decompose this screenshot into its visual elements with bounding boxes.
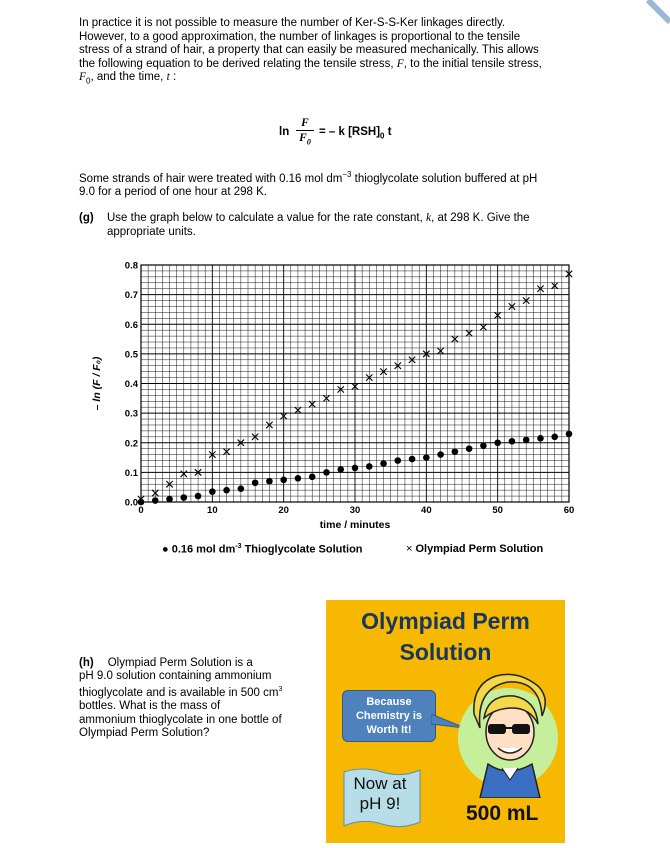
y-tick-label: 0.6 xyxy=(124,319,138,331)
data-point-thioglycolate xyxy=(280,476,287,483)
intro-text: : xyxy=(169,71,177,84)
data-point-thioglycolate xyxy=(523,436,530,443)
legend-label-olympiad: Olympiad Perm Solution xyxy=(415,543,544,555)
question-g-line-2: appropriate units. xyxy=(107,225,196,238)
treatment-text: Some strands of hair were treated with 0.16 mol dm xyxy=(79,172,343,185)
data-point-thioglycolate xyxy=(537,435,544,442)
legend-label-thioglycolate: 0.16 mol dm xyxy=(171,543,236,556)
data-point-thioglycolate xyxy=(352,465,359,472)
bubble-line-2: Chemistry is xyxy=(355,710,423,722)
y-tick-label: 0.0 xyxy=(124,497,138,509)
intro-line-2: However, to a good approximation, the number of linkages is proportional to the tensile xyxy=(79,30,521,43)
data-point-thioglycolate xyxy=(295,475,302,482)
y-tick-label: 0.5 xyxy=(124,349,138,361)
equation-numerator: F xyxy=(301,117,309,129)
advert-title-line-1: Olympiad Perm xyxy=(361,608,530,634)
legend-superscript: -3 xyxy=(235,543,242,550)
variable-k: k xyxy=(426,212,432,224)
question-g-text-part: Use the graph below to calculate a value for the rate constant, xyxy=(107,212,426,224)
question-g-text-part: , at 298 K. Give the xyxy=(431,212,530,224)
data-point-thioglycolate xyxy=(509,438,516,445)
x-tick-label: 30 xyxy=(349,505,361,516)
intro-text: , and the time, xyxy=(90,71,167,84)
data-point-thioglycolate xyxy=(437,451,444,458)
intro-text: the following equation to be derived relating the tensile stress, xyxy=(79,57,397,70)
data-point-thioglycolate xyxy=(152,497,159,504)
question-g-label: (g) xyxy=(79,212,94,224)
data-point-thioglycolate xyxy=(380,460,387,467)
data-point-thioglycolate xyxy=(480,442,487,449)
x-axis-label: time / minutes xyxy=(319,519,391,531)
treatment-line-2: 9.0 for a period of one hour at 298 K. xyxy=(79,186,267,199)
x-tick-label: 50 xyxy=(492,505,503,516)
data-point-thioglycolate xyxy=(452,448,459,455)
advert-title xyxy=(326,606,565,668)
superscript: −3 xyxy=(342,170,352,179)
variable-F0: F xyxy=(79,71,87,84)
stamp-icon xyxy=(640,0,670,30)
question-h-superscript: 3 xyxy=(278,686,283,694)
data-point-thioglycolate xyxy=(238,485,245,492)
treatment-text: thioglycolate solution buffered at pH xyxy=(351,172,538,185)
cartoon-model-icon xyxy=(458,668,558,798)
bubble-line-1: Because xyxy=(366,696,412,708)
legend-item-olympiad xyxy=(406,543,543,555)
denominator-var: F xyxy=(299,132,307,144)
y-tick-label: 0.8 xyxy=(124,260,138,272)
x-tick-label: 60 xyxy=(563,505,575,516)
y-tick-label: 0.7 xyxy=(124,290,138,302)
y-tick-label: 0.2 xyxy=(124,438,138,450)
question-h xyxy=(79,657,314,740)
olympiad-perm-advert xyxy=(326,600,565,843)
ph-line-2: pH 9! xyxy=(359,794,401,813)
bubble-line-3: Worth It! xyxy=(366,724,412,736)
data-point-thioglycolate xyxy=(166,496,173,503)
legend-dot-icon: ● xyxy=(162,543,169,556)
x-tick-label: 10 xyxy=(207,505,218,516)
ph-line-1: Now at xyxy=(353,774,407,793)
equation-ln: ln xyxy=(279,126,290,138)
question-h-text: Olympiad Perm Solution is a xyxy=(107,657,253,669)
data-point-thioglycolate xyxy=(223,487,230,494)
denominator-sub: 0 xyxy=(306,137,311,147)
advert-volume: 500 mL xyxy=(466,802,539,825)
speech-bubble xyxy=(342,690,436,742)
data-point-thioglycolate xyxy=(252,479,259,486)
equation-rhs-t: t xyxy=(384,126,392,138)
data-point-thioglycolate xyxy=(409,456,416,463)
data-point-thioglycolate xyxy=(209,488,216,495)
variable-t: t xyxy=(166,71,170,84)
y-tick-label: 0.3 xyxy=(124,408,138,420)
equation-rhs-main: = – k [RSH] xyxy=(319,126,381,138)
y-tick-label: 0.4 xyxy=(124,379,138,390)
question-h-line-1 xyxy=(79,657,314,670)
x-tick-label: 0 xyxy=(138,505,144,516)
data-point-thioglycolate xyxy=(395,457,402,464)
data-point-thioglycolate xyxy=(337,466,344,473)
data-point-thioglycolate xyxy=(323,469,330,476)
data-point-thioglycolate xyxy=(309,474,316,481)
intro-line-3: stress of a strand of hair, a property that can easily be measured mechanically. This allows xyxy=(79,44,539,57)
question-h-text: thioglycolate and is available in 500 cm xyxy=(79,687,279,700)
data-point-thioglycolate xyxy=(551,434,558,441)
data-point-thioglycolate xyxy=(566,431,573,438)
advert-title-line-2: Solution xyxy=(399,639,492,665)
y-tick-label: 0.1 xyxy=(124,467,138,479)
y-axis-label: – ln (F / F₀) xyxy=(91,356,103,411)
question-h-line-5: ammonium thioglycolate in one bottle of xyxy=(79,713,282,726)
data-point-thioglycolate xyxy=(366,463,373,470)
data-point-thioglycolate xyxy=(494,439,501,446)
intro-line-1: In practice it is not possible to measure the number of Ker-S-S-Ker linkages directly. xyxy=(79,17,506,29)
subscript-zero: 0 xyxy=(86,76,91,86)
x-tick-label: 40 xyxy=(421,505,432,516)
legend-label-thioglycolate-rest: Thioglycolate Solution xyxy=(241,543,363,556)
data-point-thioglycolate xyxy=(195,493,202,500)
ph-banner-text xyxy=(338,774,422,814)
question-h-line-3 xyxy=(79,683,314,700)
question-h-label: (h) xyxy=(79,657,94,669)
data-point-thioglycolate xyxy=(423,454,430,461)
intro-text: , to the initial tensile stress, xyxy=(403,57,542,70)
variable-F: F xyxy=(396,57,404,70)
question-h-line-2: pH 9.0 solution containing ammonium xyxy=(79,670,272,683)
question-h-line-4: bottles. What is the mass of xyxy=(79,700,221,713)
data-point-thioglycolate xyxy=(181,494,188,501)
data-point-thioglycolate xyxy=(466,445,473,452)
question-h-line-6: Olympiad Perm Solution? xyxy=(79,726,210,739)
legend-item-thioglycolate xyxy=(162,543,363,556)
equation-rhs-sub: 0 xyxy=(380,131,385,141)
legend-cross-icon: × xyxy=(406,543,413,555)
data-point-thioglycolate xyxy=(266,478,273,485)
x-tick-label: 20 xyxy=(278,505,289,516)
